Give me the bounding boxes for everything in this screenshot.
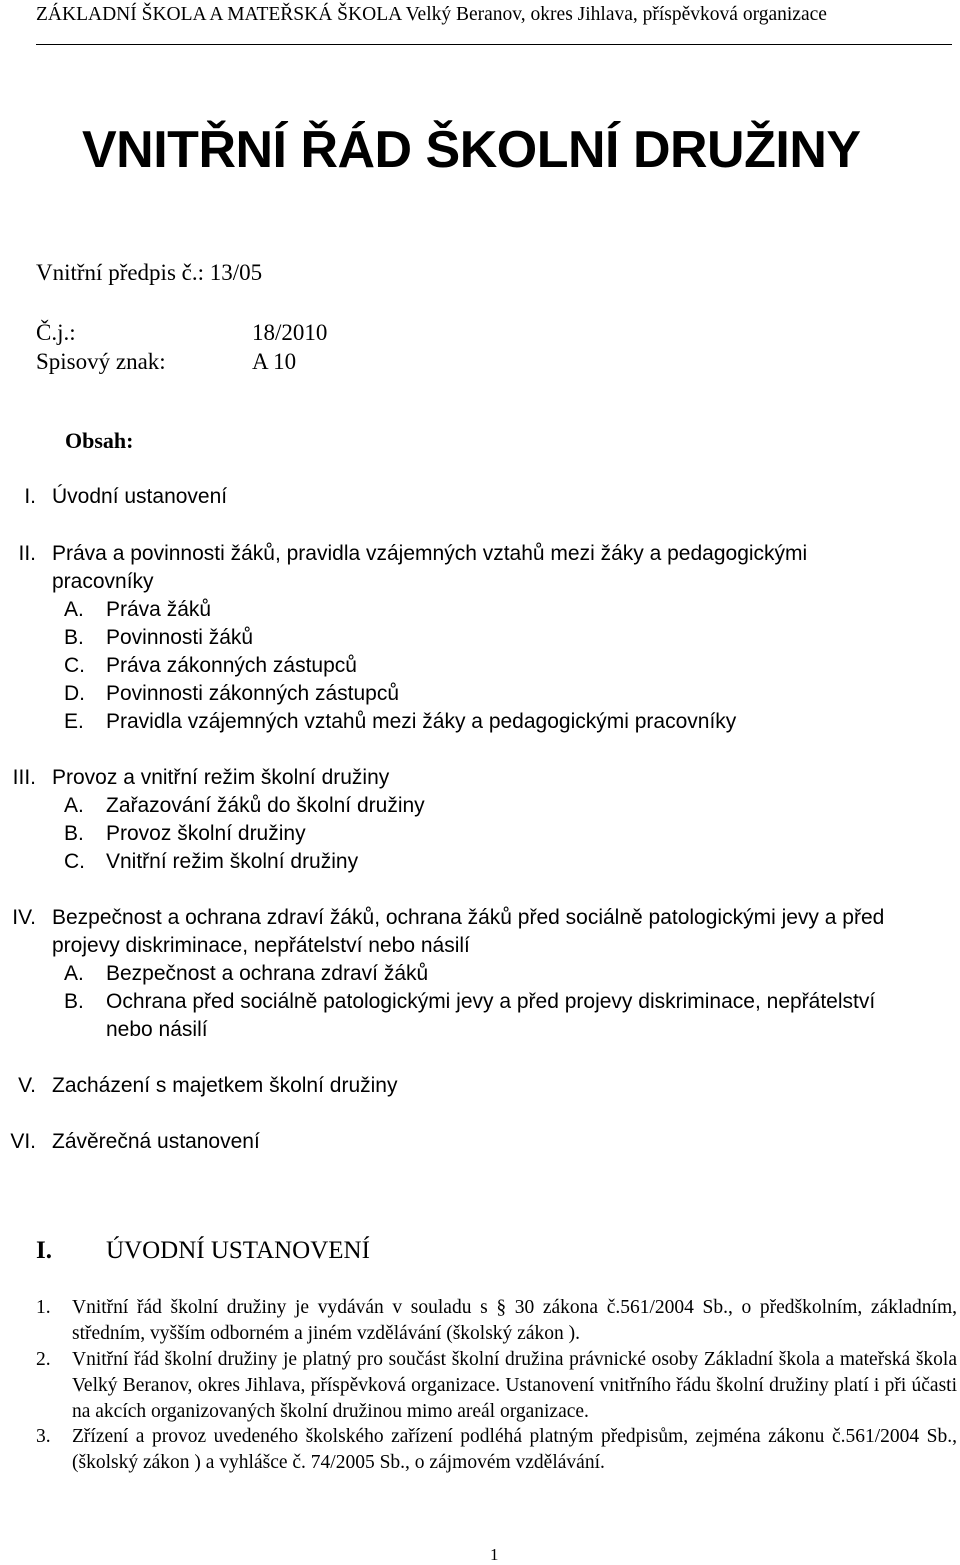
header-divider bbox=[36, 44, 952, 45]
paragraph-text: Zřízení a provoz uvedeného školského zařízení podléhá platným předpisům, zejména zákonu č.561/2004 Sb., (školský zákon ) a vyhlášce č. 74/2005 Sb., o zájmovém vzdělávání. bbox=[72, 1426, 957, 1473]
paragraph-text: Vnitřní řád školní družiny je platný pro součást školní družina právnické osoby Základní škola a mateřská škola Velký Beranov, okres Jihlava, příspěvková organizace. Ustanovení vnitřního řádu školní družiny platí i při účasti na akcích organizovaných školní družinou mimo areál organizace. bbox=[72, 1349, 957, 1422]
toc-subsection-letter: C. bbox=[64, 850, 85, 873]
reference-number bbox=[36, 320, 436, 346]
document-title: VNITŘNÍ ŘÁD ŠKOLNÍ DRUŽINY bbox=[82, 121, 861, 179]
toc-section-number: IV. bbox=[12, 906, 36, 929]
section-number: I. bbox=[36, 1237, 52, 1264]
toc-subsection-title: Provoz školní družiny bbox=[106, 822, 306, 845]
ref-value: 18/2010 bbox=[252, 320, 328, 345]
toc-subsection-title: Povinnosti žáků bbox=[106, 626, 254, 649]
directive-value: 13/05 bbox=[209, 260, 263, 285]
toc-section-number: VI. bbox=[10, 1130, 36, 1153]
section-title: ÚVODNÍ USTANOVENÍ bbox=[106, 1237, 370, 1264]
contents-heading: Obsah: bbox=[65, 428, 134, 453]
toc-subsection-letter: B. bbox=[64, 990, 84, 1013]
file-value: A 10 bbox=[252, 349, 297, 374]
toc-subsection-title: Bezpečnost a ochrana zdraví žáků bbox=[106, 962, 429, 985]
toc-subsection-letter: C. bbox=[64, 654, 85, 677]
paragraph-text: Vnitřní řád školní družiny je vydáván v souladu s § 30 zákona č.561/2004 Sb., o předškolním, základním, středním, vyšším odborném a jiném vzdělávání (školský zákon ). bbox=[72, 1297, 957, 1344]
toc-subsection-letter: A. bbox=[64, 794, 84, 817]
toc-subsection-letter: B. bbox=[64, 822, 84, 845]
file-label: Spisový znak: bbox=[36, 349, 166, 374]
toc-subsection-title: Vnitřní režim školní družiny bbox=[106, 850, 359, 873]
file-mark bbox=[36, 349, 436, 375]
section-heading bbox=[36, 1237, 370, 1265]
toc-subsection-title: Povinnosti zákonných zástupců bbox=[106, 682, 400, 705]
toc-subsection-title: Práva žáků bbox=[106, 598, 212, 621]
toc-subsection-title: Zařazování žáků do školní družiny bbox=[106, 794, 425, 817]
toc-subsection-title: Práva zákonných zástupců bbox=[106, 654, 357, 677]
toc-subsection-letter: B. bbox=[64, 626, 84, 649]
page-number: 1 bbox=[490, 1545, 499, 1564]
directive-number bbox=[36, 260, 262, 286]
paragraph-number: 3. bbox=[36, 1426, 51, 1447]
toc-section-title: Závěrečná ustanovení bbox=[52, 1130, 260, 1153]
paragraph-number: 1. bbox=[36, 1297, 51, 1318]
toc-subsection-title: Pravidla vzájemných vztahů mezi žáky a pedagogickými pracovníky bbox=[106, 710, 737, 733]
toc-subsection-title: Ochrana před sociálně patologickými jevy a před projevy diskriminace, nepřátelství nebo násilí bbox=[106, 990, 876, 1041]
toc-section-title: Zacházení s majetkem školní družiny bbox=[52, 1074, 398, 1097]
toc-section-number: V. bbox=[18, 1074, 36, 1097]
toc-section-title: Provoz a vnitřní režim školní družiny bbox=[52, 766, 390, 789]
toc-subsection-letter: A. bbox=[64, 598, 84, 621]
toc-section-title: Úvodní ustanovení bbox=[52, 485, 228, 508]
toc-section-number: III. bbox=[12, 766, 36, 789]
toc-section-title: Práva a povinnosti žáků, pravidla vzájemných vztahů mezi žáky a pedagogickými pracovníky bbox=[52, 542, 808, 593]
toc-section-number: I. bbox=[24, 485, 36, 508]
directive-label: Vnitřní předpis č.: bbox=[36, 260, 204, 285]
toc-subsection-letter: D. bbox=[64, 682, 85, 705]
school-header: ZÁKLADNÍ ŠKOLA A MATEŘSKÁ ŠKOLA Velký Beranov, okres Jihlava, příspěvková organizace bbox=[36, 4, 827, 25]
toc-section-number: II. bbox=[18, 542, 36, 565]
ref-label: Č.j.: bbox=[36, 320, 76, 345]
paragraph-number: 2. bbox=[36, 1349, 51, 1370]
toc-section-title: Bezpečnost a ochrana zdraví žáků, ochrana žáků před sociálně patologickými jevy a před projevy diskriminace, nepřátelství nebo násilí bbox=[52, 906, 885, 957]
toc-subsection-letter: A. bbox=[64, 962, 84, 985]
toc-subsection-letter: E. bbox=[64, 710, 84, 733]
